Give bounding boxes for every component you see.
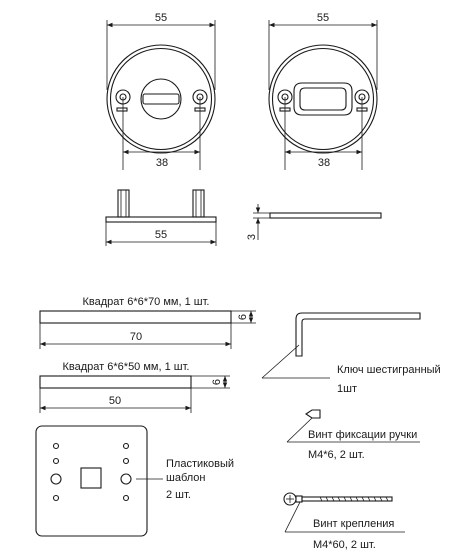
plate-thickness-view: [246, 204, 381, 240]
square-bar-70: [40, 296, 256, 349]
template-hole: [124, 496, 129, 501]
square-bar-70-label: Квадрат 6*6*70 мм, 1 шт.: [82, 296, 210, 308]
template-square-hole: [81, 468, 101, 488]
mounting-screw: [284, 493, 405, 551]
template-label-line2: шаблон: [166, 472, 206, 484]
template-hole: [54, 444, 59, 449]
turn-knob-slot: [143, 94, 179, 104]
square-bar-50-label: Квадрат 6*6*50 мм, 1 шт.: [62, 361, 190, 373]
tab-left: [117, 108, 127, 111]
template-hole: [54, 496, 59, 501]
plate-profile: [270, 213, 381, 218]
post-right: [193, 190, 204, 217]
plate-view-turn-knob: [107, 12, 215, 170]
dim-holes-label: 38: [155, 157, 169, 169]
template-hole: [124, 459, 129, 464]
indicator-window-inner: [300, 88, 346, 110]
plate-view-indicator: [269, 12, 377, 170]
square-bar-50-length: 50: [108, 395, 122, 407]
square-bar-50-section: 6: [211, 378, 223, 386]
square-bar-70-length: 70: [129, 331, 143, 343]
mount-screw-label: Винт крепления: [313, 518, 395, 530]
hex-key: [262, 313, 441, 395]
hex-key-qty: 1шт: [337, 383, 357, 395]
square-bar-70-section: 6: [237, 313, 249, 321]
plate-profile: [106, 217, 216, 222]
handle-screw-label: Винт фиксации ручки: [308, 429, 418, 441]
dim-width-label: 55: [154, 12, 168, 24]
handle-fixing-screw: [287, 410, 420, 461]
dim-width-label: 55: [316, 12, 330, 24]
square-bar-50-body: [40, 376, 191, 388]
small-screw-icon: [306, 410, 320, 418]
template-hole: [124, 444, 129, 449]
square-bar-70-body: [40, 311, 231, 323]
screw-shaft: [302, 497, 392, 501]
handle-screw-spec: М4*6, 2 шт.: [308, 449, 365, 461]
dim-width-label: 55: [154, 229, 168, 241]
hex-key-label: Ключ шестигранный: [337, 364, 441, 376]
leader-line: [262, 345, 299, 378]
template-hole-large: [51, 474, 61, 484]
post-left: [118, 190, 129, 217]
screw-neck: [296, 496, 302, 502]
plastic-template: [36, 426, 234, 536]
leader-line: [285, 502, 300, 532]
template-hole-large: [121, 474, 131, 484]
template-label-line1: Пластиковый: [166, 458, 235, 470]
plate-side-view: [106, 190, 216, 246]
screw-thread: [320, 497, 388, 501]
mount-screw-spec: М4*60, 2 шт.: [313, 539, 376, 551]
template-qty: 2 шт.: [166, 489, 191, 501]
dim-thickness-label: 3: [246, 233, 258, 241]
square-bar-50: [40, 361, 230, 413]
hex-key-body: [296, 313, 420, 356]
template-hole: [54, 459, 59, 464]
dim-holes-label: 38: [317, 157, 331, 169]
